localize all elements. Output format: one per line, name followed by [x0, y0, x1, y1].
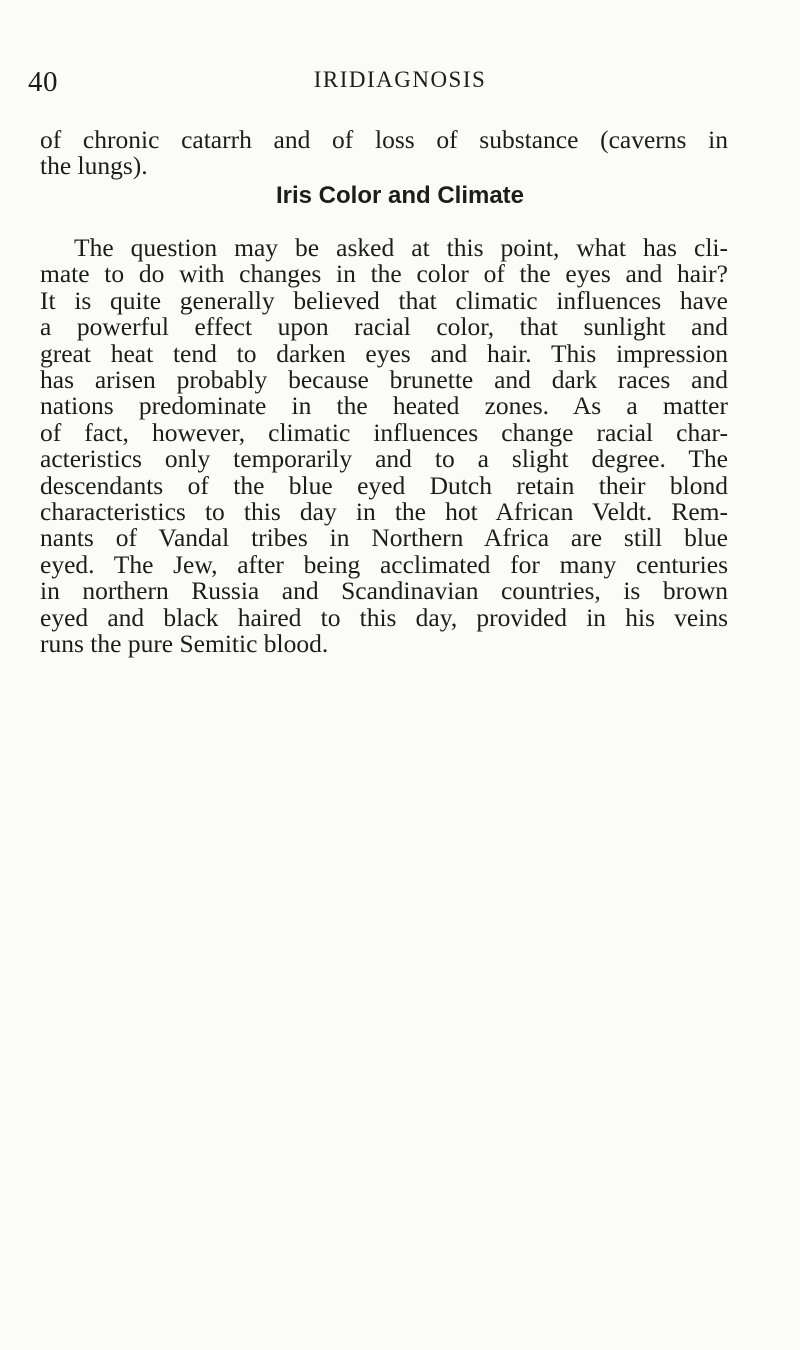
text-line: mate to do with changes in the color of the eyes and hair?	[40, 259, 728, 289]
page-number: 40	[28, 66, 58, 98]
text-line: nants of Vandal tribes in Northern Africa are still blue	[40, 523, 728, 553]
text-line: acteristics only temporarily and to a slight degree. The	[40, 444, 728, 474]
text-line: in northern Russia and Scandinavian countries, is brown	[40, 576, 728, 606]
text-line: nations predominate in the heated zones. As a matter	[40, 391, 728, 421]
text-line: descendants of the blue eyed Dutch retain their blond	[40, 470, 728, 500]
text-line: the lungs).	[40, 151, 148, 181]
section-heading: Iris Color and Climate	[275, 182, 525, 209]
text-line: eyed and black haired to this day, provided in his veins	[40, 602, 728, 632]
text-line: a powerful effect upon racial color, that sunlight and	[40, 312, 728, 342]
section-paragraph	[40, 235, 728, 658]
running-head: IRIDIAGNOSIS	[313, 67, 487, 92]
text-line: characteristics to this day in the hot African Veldt. Rem-	[40, 497, 728, 527]
text-line: The question may be asked at this point, what has cli-	[74, 233, 728, 262]
text-line: great heat tend to darken eyes and hair. This impression	[40, 338, 728, 368]
text-line: of fact, however, climatic influences change racial char-	[40, 417, 728, 447]
text-line: of chronic catarrh and of loss of substance (caverns in	[40, 125, 728, 154]
text-line: eyed. The Jew, after being acclimated for many centuries	[40, 549, 728, 579]
text-line: runs the pure Semitic blood.	[40, 629, 329, 659]
continuation-paragraph	[40, 127, 728, 180]
text-line: has arisen probably because brunette and dark races and	[40, 365, 728, 395]
text-line: It is quite generally believed that climatic influences have	[40, 285, 728, 315]
